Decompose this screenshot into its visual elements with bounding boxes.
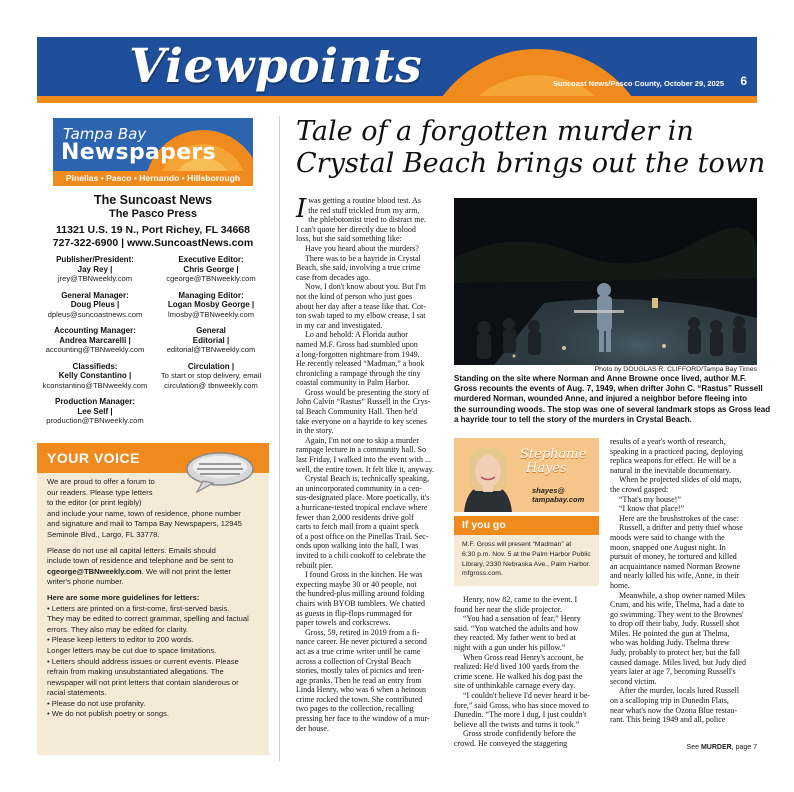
voice-line: newspaper will not print letters that contain slanderous or xyxy=(47,677,239,687)
article-line: “That's my house!” xyxy=(619,494,681,504)
article-line: and nearly killed his wife, Anne, in their xyxy=(610,571,740,581)
staff-email[interactable]: accounting@TBNweekly.com xyxy=(45,345,145,354)
voice-line: • We do not publish poetry or songs. xyxy=(47,709,169,719)
article-line: who was holding Judy. Thelma threw xyxy=(610,638,730,648)
publication-name: The Suncoast News xyxy=(93,193,213,207)
staff-entry xyxy=(37,255,153,284)
article-line: well, the entire town. It felt like it, anyway. xyxy=(296,464,435,474)
staff-name: Chris George | xyxy=(183,264,239,274)
article-line: Crum, and his wife, Thelma, had a date to xyxy=(610,600,745,610)
article-line: Gross strode confidently before the xyxy=(463,729,576,739)
article-line: chronicling a rampage through the tiny xyxy=(296,368,421,378)
article-line: two pages to the collection, recalling xyxy=(296,704,414,714)
article-line: years later at age 7, becoming Russell's xyxy=(610,667,736,677)
columnist-first-name: Stephanie xyxy=(520,447,587,462)
article-line: said. “You watched the adults and how xyxy=(454,623,579,633)
staff-entry xyxy=(153,291,269,320)
staff-entry xyxy=(153,255,269,284)
article-line: Here are the brushstrokes of the case: xyxy=(619,513,739,523)
staff-role: General xyxy=(196,326,226,335)
voice-line: Seminole Blvd., Largo, FL 33778. xyxy=(47,529,160,539)
article-line: believe all the twists and turns it took.” xyxy=(454,719,580,729)
staff-name: Lee Self | xyxy=(77,406,113,416)
article-line: coastal community in Palm Harbor. xyxy=(296,378,410,388)
article-column-1 xyxy=(296,196,444,733)
article-line: age pranks. Then he read an entry from xyxy=(296,675,422,685)
article-line: tal Beach Community Hall. Then he'd xyxy=(296,407,418,417)
caption-line: a hayride tour to tell the story of the murders in Crystal Beach. xyxy=(454,414,692,424)
article-line: site of unthinkable carnage every day. xyxy=(454,681,576,691)
voice-line: to the editor (or print legibly) xyxy=(47,498,142,508)
article-line: Now, I don't know about you. But I'm xyxy=(305,282,426,292)
staff-entry xyxy=(153,326,269,355)
staff-entry xyxy=(37,397,153,426)
if-you-go-line: 6:30 p.m. Nov. 5 at the Palm Harbor Public xyxy=(462,550,591,558)
article-line: case from decades ago. xyxy=(296,272,371,282)
columnist-box xyxy=(454,438,599,512)
staff-role: Executive Editor: xyxy=(178,255,244,264)
article-line: the hundred-plus milling around folding xyxy=(296,589,425,599)
article-line: carts to fetch mail from a quaint speck xyxy=(296,522,419,532)
article-line: a long-forgotten nightmare from 1949. xyxy=(296,349,420,359)
if-you-go-box xyxy=(454,516,599,586)
staff-role: Managing Editor: xyxy=(178,290,244,300)
jump-suffix: , page 7 xyxy=(731,744,757,751)
article-line: a hurricane-tested tropical enclave where xyxy=(296,503,428,512)
article-line: Gross, 59, retired in 2019 from a fi- xyxy=(305,627,420,637)
voice-line: include town of residence and telephone and be sent to xyxy=(47,556,234,566)
staff-role: General Manager: xyxy=(61,290,129,300)
staff-email[interactable]: cgeorge@TBNweekly.com xyxy=(166,274,256,283)
publication-info xyxy=(37,193,269,250)
article-line: to drop off their baby, Judy. Russell shot xyxy=(610,619,740,629)
article-line: results of a year's worth of research, xyxy=(610,437,726,446)
caption-line: murdered Norman, wounded Anne, and injured a neighbor before fleeing into xyxy=(454,394,748,404)
staff-email[interactable]: production@TBNweekly.com xyxy=(46,416,144,425)
article-line: loss, but she said something like: xyxy=(296,234,402,244)
article-line: crowd. He conveyed the staggering xyxy=(454,738,568,748)
article-line: replica weapons for effect. He will be a xyxy=(610,456,737,466)
if-you-go-text xyxy=(462,540,596,579)
caption-line: the surrounding woods. The stop was one of several landmark stops as Gross lead xyxy=(454,404,771,414)
article-line: nance career. He never pictured a second xyxy=(296,637,427,647)
voice-line: and include your name, town of residence, phone number xyxy=(47,508,241,518)
article-line: Judy, probably to protect her, but the fall xyxy=(610,648,741,658)
article-column-2 xyxy=(454,595,599,749)
article-line: home. xyxy=(610,580,630,590)
article-line: act as a true crime writer until he came xyxy=(296,646,421,656)
staff-role: Production Manager: xyxy=(54,397,135,406)
article-line: in the story. xyxy=(296,426,334,436)
article-line: in my car and investigated. xyxy=(296,320,383,330)
article-line: pressing her face to the window of a mur- xyxy=(296,714,430,724)
article-line: night with a gun under his pillow.” xyxy=(454,642,566,652)
staff-name: Kelly Constantino | xyxy=(58,371,132,380)
article-line: Meanwhile, a shop owner named Miles xyxy=(619,590,746,600)
article-line: Gross would be presenting the story of xyxy=(305,387,429,397)
article-line: paper towels and corkscrews. xyxy=(296,618,391,628)
article-line: go swimming. They went to the Brownes' xyxy=(610,609,744,619)
article-line: about her day after a tease like that. Cot- xyxy=(296,301,426,311)
crowd-at-night-image xyxy=(454,198,757,365)
staff-role: Accounting Manager: xyxy=(54,326,136,335)
article-line: stories, mostly tales of picnics and teen- xyxy=(296,666,425,676)
voice-line: and signature and mail to Tampa Bay Newspapers, 12945 xyxy=(47,519,242,529)
article-line: I found Gross in the kitchen. He was xyxy=(305,570,423,580)
if-you-go-header xyxy=(454,516,599,535)
staff-role: Publisher/President: xyxy=(56,255,134,264)
article-line: not the kind of person who just goes xyxy=(296,291,413,301)
article-line: pursuit of money, he tortured and killed xyxy=(610,552,737,562)
drop-cap: I xyxy=(296,194,307,224)
voice-line: Longer letters may be cut due to space limitations. xyxy=(47,645,217,655)
caption-line: Gross recounts the events of Aug. 7, 1949, when drifter John C. “Rastus” Russell xyxy=(454,384,763,394)
article-line: an unincorporated community in a cen- xyxy=(296,483,422,493)
article-line: John Calvin “Rastus” Russell in the Crys- xyxy=(296,397,431,407)
article-line: across a collection of Crystal Beach xyxy=(296,656,411,666)
your-voice-box xyxy=(37,443,269,755)
article-line: invited to a chili cookoff to celebrate the xyxy=(296,550,426,560)
staff-name: Jay Rey | xyxy=(77,264,113,274)
staff-email[interactable]: dpleus@suncoastnews.com xyxy=(47,309,143,319)
tampa-bay-newspapers-logo xyxy=(53,118,253,186)
article-line: the red stuff trickled from my arm, xyxy=(308,205,420,215)
if-you-go-title: If you go xyxy=(462,519,506,531)
article-line: Beach, she said, involving a true crime xyxy=(296,263,421,273)
staff-email[interactable]: lmosby@TBNweekly.com xyxy=(167,309,255,319)
article-line: I can't quote her directly due to blood xyxy=(296,224,416,234)
caption-line: Standing on the site where Norman and Anne Browne once lived, author M.F. xyxy=(454,374,747,383)
article-line: After the murder, locals lured Russell xyxy=(619,686,740,696)
voice-line: • Please do not use profanity. xyxy=(47,698,146,708)
voice-line: We are proud to offer a forum to xyxy=(47,477,155,486)
article-line: realized: He'd lived 100 yards from the xyxy=(454,662,579,672)
voice-line: • Letters are printed on a first-come, first-served basis. xyxy=(47,603,230,613)
jump-line xyxy=(640,744,757,751)
dateline: Suncoast News/Pasco County, October 29, 2025 xyxy=(552,79,724,88)
article-line: When Gross read Henry's account, he xyxy=(463,652,584,662)
article-line: was getting a routine blood test. As xyxy=(308,196,421,205)
jump-word[interactable]: MURDER xyxy=(700,744,732,751)
article-line: last Friday, I walked into the event with ... xyxy=(296,455,432,465)
article-line: speaking in a practiced pacing, deploying xyxy=(610,446,743,456)
columnist-photo xyxy=(456,441,520,512)
your-voice-text xyxy=(47,477,265,720)
article-line: near what's now the Ozona Blue restau- xyxy=(610,705,738,715)
article-line: chairs with BYOB tumblers. We chatted xyxy=(296,598,425,608)
column-divider xyxy=(279,116,280,761)
article-line: natural in the inevitable documentary. xyxy=(610,465,731,475)
article-line: the crowd gasped: xyxy=(610,484,669,494)
article-line: crime scene. He walked his dog past the xyxy=(454,671,583,681)
article-line: caused damage. Miles lived, but Judy died xyxy=(610,657,746,667)
logo-counties: Pinellas • Pasco • Hernando • Hillsborough xyxy=(65,173,241,183)
article-line: der house. xyxy=(296,723,329,733)
article-line: When he projected slides of old maps, xyxy=(619,475,742,485)
article-line: crime rocked the town. She contributed xyxy=(296,694,423,704)
voice-line: racial statements. xyxy=(47,688,107,698)
article-column-3 xyxy=(610,437,760,725)
staff-email[interactable]: kconstantino@TBNweekly.com xyxy=(42,380,148,390)
article-line: of a post office on the Pinellas Trail. Sec- xyxy=(296,531,429,541)
headline: Tale of a forgotten murder in Crystal Beach brings out the town xyxy=(296,116,766,179)
article-line: they reacted. My father went to bed at xyxy=(454,633,576,643)
article-line: sus-designated place. More poetically, it's xyxy=(296,493,430,503)
article-line: fewer than 2,000 residents drive golf xyxy=(296,512,414,522)
event-photo xyxy=(454,198,757,365)
staff-entry xyxy=(37,362,153,391)
article-line: Linda Henry, who was 6 when a heinous xyxy=(296,685,427,695)
staff-email[interactable]: jrey@TBNweekly.com xyxy=(57,274,133,283)
voice-line: refrain from making unsubstantiated allegations. The xyxy=(47,667,224,677)
staff-name: Editorial | xyxy=(192,335,230,345)
article-line: Crystal Beach is, technically speaking, xyxy=(305,474,429,484)
article-line: take everyone on a hayride to key scenes xyxy=(296,416,427,426)
article-line: rant. This being 1949 and all, police xyxy=(610,715,726,725)
staff-email[interactable]: editorial@TBNweekly.com xyxy=(166,345,256,354)
article-line: Miles. He pointed the gun at Thelma, xyxy=(610,628,730,638)
logo-line2: Newspapers xyxy=(61,140,216,165)
if-you-go-line: mfgross.com. xyxy=(462,570,503,578)
article-line: named M.F. Gross had stumbled upon xyxy=(296,339,418,349)
letters-email[interactable]: cgeorge@TBNweekly.com xyxy=(47,566,142,576)
article-line: expecting maybe 30 or 40 people, not xyxy=(296,579,417,589)
article-line: Again, I'm not one to skip a murder xyxy=(305,435,419,445)
article-line: Have you heard about the murders? xyxy=(305,243,419,253)
voice-line: Please do not use all capital letters. Emails should xyxy=(47,545,216,555)
staff-entry xyxy=(37,326,153,355)
jump-prefix: See xyxy=(686,744,701,751)
section-title: Viewpoints xyxy=(129,39,423,94)
photo-caption xyxy=(454,374,771,425)
article-line: moods were said to change with the xyxy=(610,532,725,542)
voice-line: • Letters should address issues or current events. Please xyxy=(47,656,239,666)
staff-role: Classifieds: xyxy=(72,361,118,371)
publication-address: 11321 U.S. 19 N., Port Richey, FL 34668 xyxy=(56,224,250,236)
publication-contact: 727-322-6900 | www.SuncoastNews.com xyxy=(52,237,254,249)
staff-role: Circulation | xyxy=(187,361,235,371)
columnist-email[interactable] xyxy=(532,486,584,504)
article-line: Henry, now 82, came to the event. I xyxy=(463,595,578,604)
staff-name: Doug Pleus | xyxy=(70,300,120,309)
staff-name: Logan Mosby George | xyxy=(167,300,255,309)
article-line: second victim. xyxy=(610,676,657,686)
article-line: rampage lecture in a community hall. So xyxy=(296,445,426,455)
your-voice-title: YOUR VOICE xyxy=(47,450,140,466)
article-line: “I couldn't believe I'd never heard it be- xyxy=(463,690,591,700)
columnist-email-line2: tampabay.com xyxy=(532,495,585,504)
voice-line: They may be edited to correct grammar, spelling and factual xyxy=(47,614,249,624)
masthead-stripe xyxy=(37,96,757,103)
if-you-go-line: Library, 2330 Nebraska Ave., Palm Harbor. xyxy=(462,560,591,568)
article-line: moon, snapped one August night. In xyxy=(610,542,726,552)
article-line: ton swab taped to my elbow crease, I sat xyxy=(296,311,426,321)
article-line: There was to be a hayride in Crystal xyxy=(305,253,421,263)
if-you-go-line: M.F. Gross will present “Madman” at xyxy=(462,541,572,548)
voice-line: our readers. Please type letters xyxy=(47,487,153,497)
columnist-name xyxy=(520,448,587,476)
article-line: Russell, a drifter and petty thief whose xyxy=(619,523,743,533)
staff-list-right xyxy=(153,255,269,397)
logo-line1: Tampa Bay xyxy=(63,125,147,143)
article-line: fore,” said Gross, who has since moved to xyxy=(454,700,589,710)
article-line: an acquaintance named Norman Browne xyxy=(610,561,741,571)
article-line: Dunedin. “The more I dug, I just couldn't xyxy=(454,710,587,720)
staff-name: Andrea Marcarelli | xyxy=(59,335,131,345)
article-line: “I know that place!” xyxy=(619,504,685,514)
voice-line: . We will not print the letter xyxy=(141,566,231,576)
article-line: as guests in flip-flops rummaged for xyxy=(296,608,413,618)
guidelines-title: Here are some more guidelines for letters: xyxy=(47,592,200,602)
staff-list-left xyxy=(37,255,153,433)
article-line: found her near the slide projector. xyxy=(454,604,562,614)
article-line: rebuilt pier. xyxy=(296,560,333,570)
staff-email[interactable]: To start or stop delivery, email circulation@ tbnweekly.com xyxy=(160,371,262,390)
masthead xyxy=(37,37,757,103)
columnist-email-line1: shayes@ xyxy=(532,486,565,495)
article-line: He recently released “Madman,” a book xyxy=(296,359,425,369)
columnist-last-name: Hayes xyxy=(526,461,567,476)
publication-name-2: The Pasco Press xyxy=(108,208,198,220)
voice-line: writer's phone number. xyxy=(47,577,124,587)
article-line: onds upon walking into the hall, I was xyxy=(296,541,419,551)
article-line: Lo and behold: A Florida author xyxy=(305,330,408,340)
article-line: on a scalloping trip in Dunedin Flats, xyxy=(610,696,729,706)
voice-line: • Please keep letters to editor to 200 words. xyxy=(47,635,194,645)
voice-line: errors. They also may be edited for clarity. xyxy=(47,624,189,634)
page-number: 6 xyxy=(740,74,747,88)
photo-credit: Photo by DOUGLAS R. CLIFFORD/Tampa Bay Times xyxy=(594,366,757,373)
staff-entry xyxy=(153,362,269,391)
staff-entry xyxy=(37,291,153,320)
article-line: “You had a sensation of fear,” Henry xyxy=(463,614,581,624)
article-line: the phlebotomist tried to distract me. xyxy=(308,215,427,225)
